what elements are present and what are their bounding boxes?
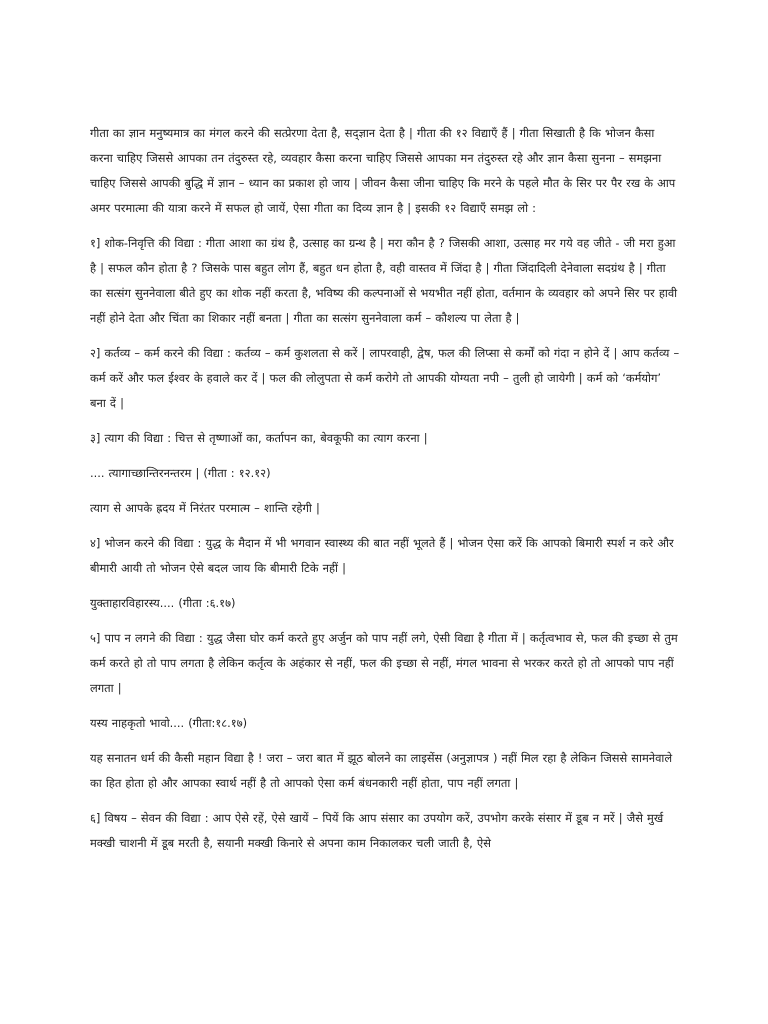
intro-paragraph: गीता का ज्ञान मनुष्यमात्र का मंगल करने की सत्प्रेरणा देता है, सद्ज्ञान देता है | गीता की १२ विद्याएँ हैं | गीता सिखाती है कि भोजन कैसा करना चाहिए जिससे आपका तन तंदुरुस्त रहे, व्यवहार कैसा करना चाहिए जिससे आपका मन तंदुरुस्त रहे और ज्ञान कैसा सुनना – समझना चाहिए जिससे आपकी बुद्धि में ज्ञान – ध्यान का प्रकाश हो जाय | जीवन कैसा जीना चाहिए कि मरने के पहले मौत के सिर पर पैर रख के आप अमर परमात्मा की यात्रा करने में सफल हो जायें, ऐसा गीता का दिव्य ज्ञान है | इसकी १२ विद्याएँ समझ लो : — [90, 126, 676, 215]
vidya-4-paragraph: ४] भोजन करने की विद्या : युद्ध के मैदान में भी भगवान स्वास्थ्य की बात नहीं भूलते हैं | भोजन ऐसा करें कि आपको बिमारी स्पर्श न करे और बीमारी आयी तो भोजन ऐसे बदल जाय कि बीमारी टिके नहीं | — [90, 536, 674, 575]
vidya-2-paragraph: २] कर्तव्य – कर्म करने की विद्या : कर्तव्य – कर्म कुशलता से करें | लापरवाही, द्वेष, फल की लिप्सा से कर्मों को गंदा न होने दें | आप कर्तव्य – कर्म करें और फल ईश्वर के हवाले कर दें | फल की लोलुपता से कर्म करोगे तो आपकी योग्यता नपी – तुली हो जायेगी | कर्म को ‘कर्मयोग’ बना दें | — [90, 346, 680, 410]
sanatan-dharma-paragraph: यह सनातन धर्म की कैसी महान विद्या है ! जरा – जरा बात में झूठ बोलने का लाइसेंस (अनुज्ञापत्र ) नहीं मिल रहा है लेकिन जिससे सामनेवाले का हित होता हो और आपका स्वार्थ नहीं है तो आपको ऐसा कर्म बंधनकारी नहीं होता, पाप नहीं लगता | — [90, 751, 673, 790]
verse-quote-6-17: युक्ताहारविहारस्य.... (गीता :६.१७) — [90, 596, 236, 610]
vidya-1-paragraph: १] शोक-निवृत्ति की विद्या : गीता आशा का ग्रंथ है, उत्साह का ग्रन्थ है | मरा कौन है ? जिसकी आशा, उत्साह मर गये वह जीते - जी मरा हुआ है | सफल कौन होता है ? जिसके पास बहुत लोग हैं, बहुत धन होता है, वही वास्तव में जिंदा है | गीता जिंदादिली देनेवाला सदग्रंथ है | गीता का सत्संग सुननेवाला बीते हुए का शोक नहीं करता है, भविष्य की कल्पनाओं से भयभीत नहीं होता, वर्तमान के व्यवहार को अपने सिर पर हावी नहीं होने देता और चिंता का शिकार नहीं बनता | गीता का सत्संग सुननेवाला कर्म – कौशल्य पा लेता है | — [90, 236, 678, 325]
vidya-6-paragraph: ६] विषय – सेवन की विद्या : आप ऐसे रहें, ऐसे खायें – पियें कि आप संसार का उपयोग करें, उपभोग करके संसार में डूब न मरें | जैसे मुर्ख मक्खी चाशनी में डूब मरती है, सयानी मक्खी किनारे से अपना काम निकालकर चली जाती है, ऐसे — [90, 811, 664, 850]
vidya-5-paragraph: ५] पाप न लगने की विद्या : युद्ध जैसा घोर कर्म करते हुए अर्जुन को पाप नहीं लगे, ऐसी विद्या है गीता में | कर्तृत्वभाव से, फल की इच्छा से तुम कर्म करते हो तो पाप लगता है लेकिन कर्तृत्व के अहंकार से नहीं, फल की इच्छा से नहीं, मंगल भावना से भरकर करते हो तो आपको पाप नहीं लगता | — [90, 631, 678, 695]
verse-quote-12-12: .... त्यागाच्छान्तिरनन्तरम | (गीता : १२.१२) — [90, 466, 271, 480]
verse-quote-18-17: यस्य नाहकृतो भावो.... (गीता:१८.१७) — [90, 716, 248, 730]
tyag-explanation: त्याग से आपके ह्रदय में निरंतर परमात्म – शान्ति रहेगी | — [90, 501, 320, 515]
vidya-3-paragraph: ३] त्याग की विद्या : चित्त से तृष्णाओं का, कर्तापन का, बेवकूफी का त्याग करना | — [90, 431, 428, 445]
document-body — [90, 121, 680, 866]
